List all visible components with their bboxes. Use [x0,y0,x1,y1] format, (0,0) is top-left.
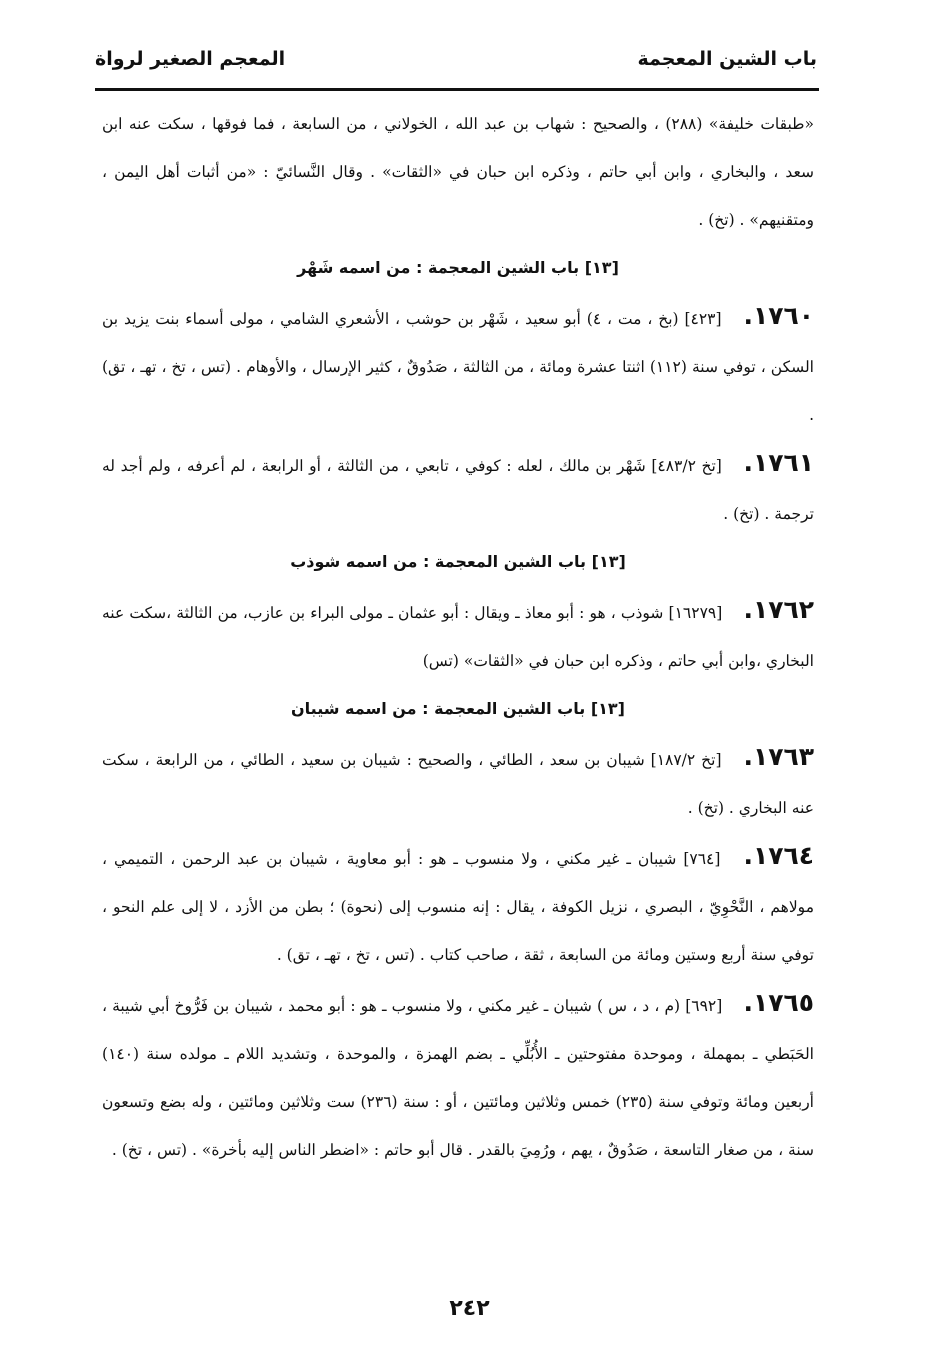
entry-number: ١٧٦٤. [743,841,814,870]
entry-number: ١٧٦٠. [743,301,814,330]
entry-text: [٤٢٣] (بخ ، مت ، ٤) أبو سعيد ، شَهْر بن حوشب ، الأشعري الشامي ، مولى أسماء بنت يزيد بن السكن ، توفي سنة (١١٢) اثنتا عشرة ومائة ، من الثالثة ، صَدُوقٌ ، كثير الإرسال ، والأوهام . (تس ، تخ ، تهـ ، تق) . [102,310,814,424]
section-heading: [١٣] باب الشين المعجمة : من اسمه شوذب [290,552,626,571]
entry-1762 [102,586,814,685]
page-number: ٢٤٢ [449,1296,490,1321]
entry-number: ١٧٦١. [743,448,814,477]
page-content [102,100,814,1174]
entry-1763 [102,733,814,832]
running-header [95,48,817,88]
continued-paragraph: «طبقات خليفة» (٢٨٨) ، والصحيح : شهاب بن عبد الله ، الخولاني ، من السابعة ، فما فوقها ، سكت عنه ابن سعد ، والبخاري ، وابن أبي حاتم ، وذكره ابن حبان في «الثقات» . وقال النَّسائيّ : «من أثبات أهل اليمن ، ومتقنيهم» . (تخ) . [102,115,814,229]
book-title: المعجم الصغير لرواة [95,48,286,70]
entry-text: [١٦٢٧٩] شوذب ، هو : أبو معاذ ـ ويقال : أبو عثمان ـ مولى البراء بن عازب، من الثالثة ،سكت عنه البخاري ،وابن أبي حاتم ، وذكره ابن حبان في «الثقات» (تس) [102,604,814,670]
section-heading: [١٣] باب الشين المعجمة : من اسمه شيبان [291,699,625,718]
section-heading: [١٣] باب الشين المعجمة : من اسمه شَهْر [297,258,619,277]
chapter-title: باب الشين المعجمة [637,48,817,70]
entry-1765 [102,979,814,1174]
entry-text: [تخ ٤٨٣/٢] شَهْر بن مالك ، لعله : كوفي ، تابعي ، من الثالثة ، أو الرابعة ، لم أعرفه ، ولم أجد له ترجمة . (تخ) . [102,457,814,523]
header-rule [95,88,819,91]
entry-number: ١٧٦٢. [743,595,814,624]
entry-1761 [102,439,814,538]
entry-text: [٦٩٢] (م ، د ، س ) شيبان ـ غير مكني ، ولا منسوب ـ هو : أبو محمد ، شيبان بن فَرُّوخ أبي شيبة ، الحَبَطي ـ بمهملة ، وموحدة مفتوحتين ـ الأُبُلِّي ـ بضم الهمزة ، والموحدة ، وتشديد اللام ـ مولده سنة (١٤٠) أربعين ومائة وتوفي سنة (٢٣٥) خمس وثلاثين ومائتين ، أو : سنة (٢٣٦) ست وثلاثين ومائتين ، وله بضع وتسعون سنة ، من صغار التاسعة ، صَدُوقٌ ، يهم ، ورُمِيَ بالقدر . قال أبو حاتم : «اضطر الناس إليه بأخرة» . (تس ، تخ) . [102,997,814,1159]
entry-1760 [102,292,814,439]
entry-number: ١٧٦٥. [743,988,814,1017]
entry-text: [٧٦٤] شيبان ـ غير مكني ، ولا منسوب ـ هو : أبو معاوية ، شيبان بن عبد الرحمن ، التميمي ، مولاهم ، النَّحْوِيّ ، البصري ، نزيل الكوفة ، يقال : إنه منسوب إلى (نحوة) ؛ بطن من الأزد ، لا إلى علم النحو ، توفي سنة أربع وستين ومائة من السابعة ، ثقة ، صاحب كتاب . (تس ، تخ ، تهـ ، تق) . [102,850,814,964]
entry-1764 [102,832,814,979]
entry-number: ١٧٦٣. [743,742,814,771]
entry-text: [تخ ١٨٧/٢] شيبان بن سعد ، الطائي ، والصحيح : شيبان بن سعيد ، الطائي ، من الرابعة ، سكت عنه البخاري . (تخ) . [102,751,814,817]
